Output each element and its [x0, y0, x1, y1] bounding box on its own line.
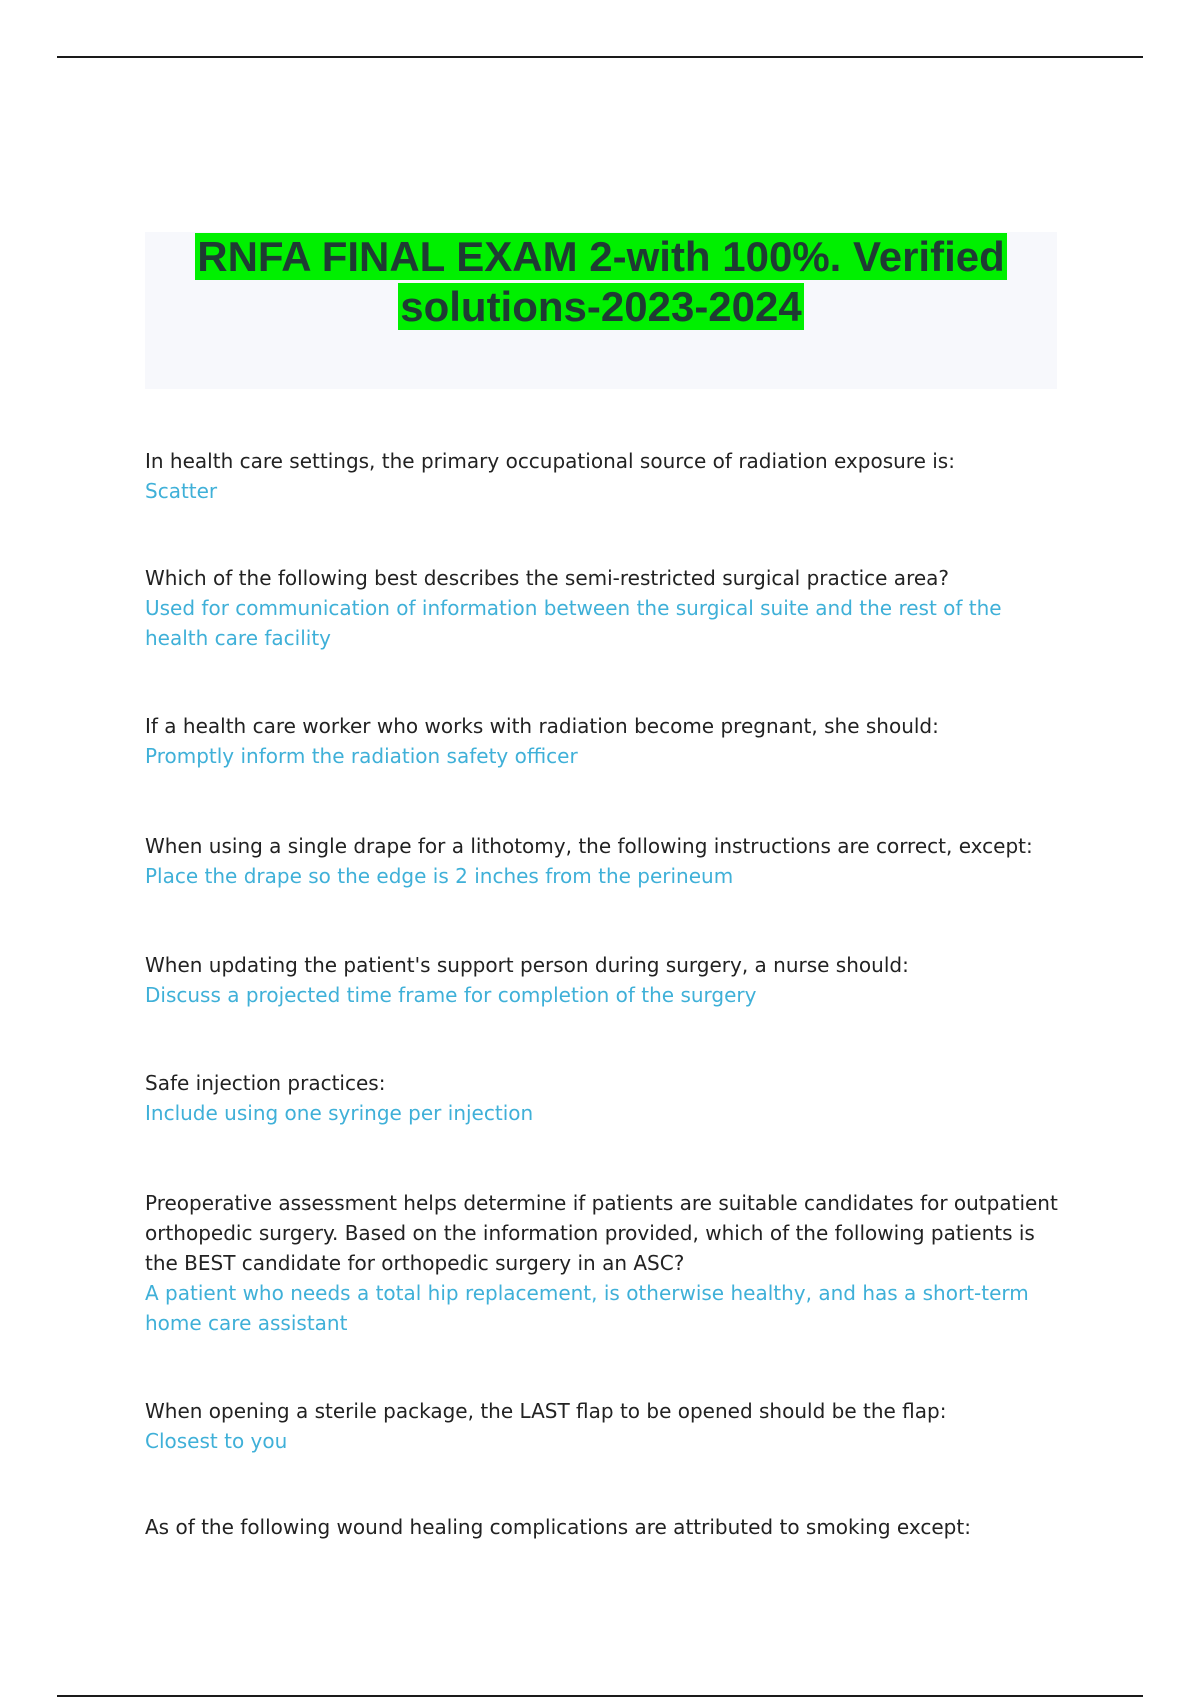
- title-highlight: RNFA FINAL EXAM 2-with 100%. Verified solutions-2023-2024: [197, 233, 1005, 330]
- question-text: Safe injection practices:: [145, 1071, 386, 1095]
- qa-item-2: [145, 563, 1065, 653]
- answer-text: Promptly inform the radiation safety officer: [145, 744, 578, 768]
- top-rule: [57, 56, 1143, 58]
- qa-item-6: [145, 1068, 1065, 1128]
- qa-item-4: [145, 831, 1065, 891]
- answer-text: Discuss a projected time frame for completion of the surgery: [145, 983, 757, 1007]
- question-text: If a health care worker who works with radiation become pregnant, she should:: [145, 714, 939, 738]
- question-text: When updating the patient's support person during surgery, a nurse should:: [145, 953, 909, 977]
- qa-item-9: [145, 1512, 1065, 1542]
- answer-text: Place the drape so the edge is 2 inches from the perineum: [145, 864, 734, 888]
- document-title: [176, 232, 1026, 332]
- question-text: In health care settings, the primary occupational source of radiation exposure is:: [145, 449, 955, 473]
- answer-text: Closest to you: [145, 1429, 288, 1453]
- answer-text: A patient who needs a total hip replacement, is otherwise healthy, and has a short-term home care assistant: [145, 1281, 1029, 1335]
- question-text: Preoperative assessment helps determine if patients are suitable candidates for outpatient orthopedic surgery. Based on the information provided, which of the following patients is the BEST candidate for orthopedic surgery in an ASC?: [145, 1191, 1058, 1275]
- qa-item-8: [145, 1396, 1065, 1456]
- answer-text: Scatter: [145, 479, 218, 503]
- qa-item-1: [145, 446, 1065, 506]
- title-box: [145, 232, 1057, 389]
- qa-item-7: [145, 1188, 1065, 1338]
- answer-text: Used for communication of information between the surgical suite and the rest of the health care facility: [145, 596, 1002, 650]
- question-text: When using a single drape for a lithotomy, the following instructions are correct, except:: [145, 834, 1033, 858]
- answer-text: Include using one syringe per injection: [145, 1101, 534, 1125]
- question-text: When opening a sterile package, the LAST flap to be opened should be the flap:: [145, 1399, 947, 1423]
- bottom-rule: [57, 1695, 1143, 1697]
- question-text: As of the following wound healing complications are attributed to smoking except:: [145, 1515, 971, 1539]
- question-text: Which of the following best describes the semi-restricted surgical practice area?: [145, 566, 950, 590]
- qa-item-3: [145, 711, 1065, 771]
- qa-item-5: [145, 950, 1065, 1010]
